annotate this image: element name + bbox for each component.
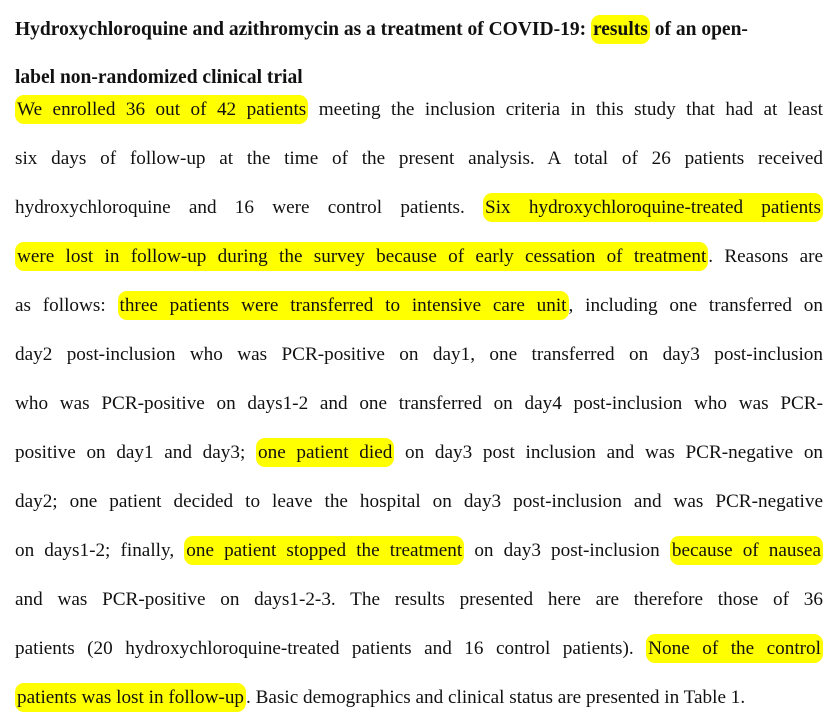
- highlighted-text: Six hydroxychloroquine-treated patients: [483, 193, 823, 222]
- text-run: on days1-2; finally,: [15, 540, 185, 561]
- text-run: patients (20 hydroxychloroquine-treated patients and 16 control patients).: [15, 638, 647, 659]
- paragraph-line: [15, 330, 823, 379]
- highlighted-text: We enrolled 36 out of 42 patients: [15, 95, 308, 124]
- paragraph-line: [15, 575, 823, 624]
- paragraph-line: [15, 428, 823, 477]
- text-run: positive on day1 and day3;: [15, 442, 256, 463]
- paragraph-line: [15, 232, 823, 281]
- highlighted-text: patients was lost in follow-up: [15, 683, 246, 712]
- highlighted-text: one patient stopped the treatment: [184, 536, 464, 565]
- title-text: Hydroxychloroquine and azithromycin as a treatment of COVID-19:: [15, 19, 591, 40]
- highlighted-text: were lost in follow-up during the survey because of early cessation of treatment: [15, 242, 708, 271]
- text-run: on day3 post-inclusion: [464, 540, 670, 561]
- text-run: six days of follow-up at the time of the present analysis. A total of 26 patients received: [15, 148, 823, 169]
- highlighted-text: one patient died: [256, 438, 394, 467]
- title-text: of an open-: [649, 19, 748, 40]
- paragraph-line: [15, 526, 823, 575]
- paragraph-line: [15, 379, 823, 428]
- paragraph-line: [15, 85, 823, 134]
- paragraph-line: [15, 624, 823, 673]
- text-run: meeting the inclusion criteria in this study that had at least: [308, 99, 823, 120]
- text-run: as follows:: [15, 295, 118, 316]
- paragraph-line: [15, 477, 823, 526]
- text-run: . Reasons are: [708, 246, 823, 267]
- highlighted-text: three patients were transferred to intensive care unit: [118, 291, 569, 320]
- text-run: . Basic demographics and clinical status are presented in Table 1.: [246, 687, 746, 708]
- text-run: who was PCR-positive on days1-2 and one transferred on day4 post-inclusion who was PCR-: [15, 393, 823, 414]
- title-highlight: results: [591, 15, 650, 44]
- paragraph-line: [15, 673, 823, 722]
- paragraph-line: [15, 134, 823, 183]
- title-line-2: label non-randomized clinical trial: [15, 67, 303, 88]
- text-run: on day3 post inclusion and was PCR-negative on: [394, 442, 823, 463]
- text-run: and was PCR-positive on days1-2-3. The results presented here are therefore those of 36: [15, 589, 823, 610]
- highlighted-text: None of the control: [646, 634, 823, 663]
- highlighted-text: because of nausea: [670, 536, 823, 565]
- title-line-1: [15, 15, 748, 44]
- paragraph-line: [15, 281, 823, 330]
- text-run: day2 post-inclusion who was PCR-positive on day1, one transferred on day3 post-inclusion: [15, 344, 823, 365]
- text-run: hydroxychloroquine and 16 were control patients.: [15, 197, 484, 218]
- paragraph: [15, 85, 823, 722]
- text-run: , including one transferred on: [568, 295, 823, 316]
- text-run: day2; one patient decided to leave the hospital on day3 post-inclusion and was PCR-negative: [15, 491, 823, 512]
- paragraph-line: [15, 183, 823, 232]
